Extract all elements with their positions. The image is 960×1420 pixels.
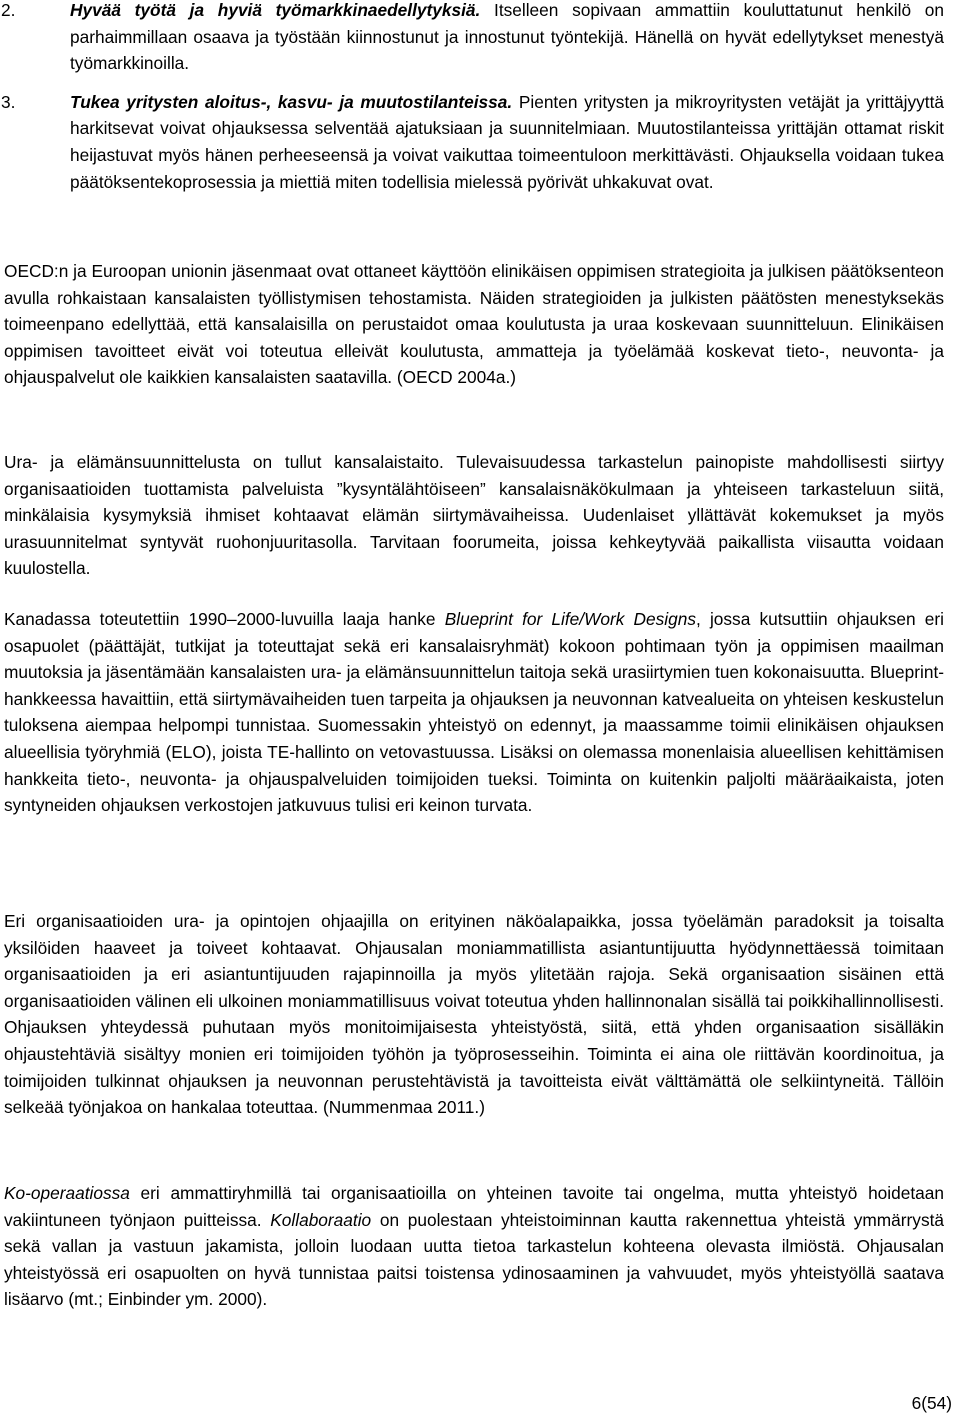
text-segment: Kanadassa toteutettiin 1990–2000-luvuilla laaja hanke xyxy=(4,609,445,629)
paragraph-cooperation xyxy=(4,1180,944,1313)
text-segment: on puolestaan yhteistoiminnan kautta rakennettua yhteistä ymmärrystä sekä vallan ja vastuun jakamista, jolloin luodaan uutta tietoa tarkastelun kohteena olevasta ilmiöstä. Ohjausalan yhteistyössä eri osapuolten on hyvä tunnistaa paitsi toistensa ydinosaaminen ja vahvuudet, myös yhteistyöllä saatava lisäarvo (mt.; Einbinder ym. 2000). xyxy=(4,1209,944,1310)
list-item-text: Itselleen sopivaan ammattiin kouluttatunut henkilö on parhaimmillaan osaava ja työstään kiinnostunut ja innostunut työntekijä. Hänellä on hyvät edellytykset menestyä työmarkkinoilla. xyxy=(70,0,944,74)
list-item-text: Pienten yritysten ja mikroyritysten vetäjät ja yrittäjyyttä harkitsevat voivat ohjauksessa selventää ajatuksiaan ja suunnitelmiaan. Muutostilanteissa yrittäjän ottamat riskit heijastuvat myös hänen perheeseensä ja voivat vaikuttaa toimeentuloon merkittävästi. Ohjauksella voidaan tukea päätöksentekoprosessia ja miettiä miten todellisia mielessä pyörivät uhkakuvat ovat. xyxy=(70,91,944,192)
paragraph-text xyxy=(4,606,944,819)
list-item xyxy=(1,0,944,77)
page-number: 6(54) xyxy=(911,1393,952,1413)
italic-term: Ko-operaatiossa xyxy=(4,1183,130,1203)
italic-term: Blueprint for Life/Work Designs xyxy=(444,609,696,629)
italic-term: Kollaboraatio xyxy=(270,1209,372,1230)
paragraph-text xyxy=(4,1180,944,1313)
list-item-heading: Tukea yritysten aloitus-, kasvu- ja muutostilanteissa. xyxy=(70,91,513,112)
numbered-list xyxy=(1,0,944,207)
text-segment: eri ammattiryhmillä tai organisaatioilla on yhteinen tavoite tai ongelma, mutta yhteistyö hoidetaan vakiintuneen työnjaon puitteissa. xyxy=(4,1183,944,1230)
paragraph-oecd xyxy=(4,258,944,391)
paragraph-counselors xyxy=(4,908,944,1121)
paragraph-text: Eri organisaatioiden ura- ja opintojen ohjaajilla on erityinen näköalapaikka, jossa työelämän paradoksit ja toisalta yksilöiden haaveet ja toiveet kohtaavat. Ohjausalan moniammatillista asiantuntijuutta hyödynnettäessä toimitaan organisaatioiden ja eri asiantuntijuuden rajapinnoilla ja myös ylitetään rajoja. Sekä organisaation sisäinen että organisaatioiden välinen eli ulkoinen moniammatillisuus voivat toteutua yhden hallinnonalan sisällä tai poikkihallinnollisesti. Ohjauksen yhteydessä puhutaan myös monitoimijaisesta yhteistyöstä, siitä, että yhden organisaation sisälläkin ohjaustehtäviä sisältyy monien eri toimijoiden työhön ja työprosesseihin. Toiminta ei aina ole riittävän koordinoitua, ja toimijoiden tulkinnat ohjauksen ja neuvonnan perustehtävistä ja tavoitteista eivät välttämättä ole selkiintyneitä. Tällöin selkeää työnjakoa on hankalaa toteuttaa. (Nummenmaa 2011.) xyxy=(4,911,944,1118)
list-item-number: 2. xyxy=(1,0,16,20)
list-item-heading: Hyvää työtä ja hyviä työmarkkinaedellytyksiä. xyxy=(70,0,481,20)
list-item-number: 3. xyxy=(1,91,16,112)
paragraph-career-planning xyxy=(4,449,944,582)
text-segment: , jossa kutsuttiin ohjauksen eri osapuolet (päättäjät, tutkijat ja toteuttajat sekä eri kansalaisryhmät) kokoon pohtimaan työn ja oppimisen maailman muutoksia ja jäsentämään kansalaisten ura- ja elämänsuunnittelun taitoja sekä urasiirtymien tuen kokonaisuutta. Blueprint-hankkeessa havaittiin, että siirtymävaiheiden tuen tarpeita ja ohjauksen ja neuvonnan katvealueita on yhteisen keskustelun tuloksena aiempaa helpompi tunnistaa. Suomessakin yhteistyö on edennyt, ja maassamme toimii elinikäisen ohjauksen alueellisia työryhmiä (ELO), joista TE-hallinto on vetovastuussa. Lisäksi on olemassa monenlaisia alueellisen kehittämisen hankkeita tieto-, neuvonta- ja ohjauspalveluiden toimijoiden tueksi. Toiminta on kuitenkin paljolti määräaikaista, joten syntyneiden ohjauksen verkostojen jatkuvuus tulisi eri keinon turvata. xyxy=(4,609,944,816)
paragraph-text: Ura- ja elämänsuunnittelusta on tullut kansalaistaito. Tulevaisuudessa tarkastelun painopiste mahdollisesti siirtyy organisaatioiden tuottamista palveluista ”kysyntälähtöiseen” kansalaisnäkökulmaan ja yhteiseen tarkasteluun siitä, minkälaisia kysymyksiä ihmiset kohtaavat elämän siirtymävaiheissa. Uudenlaiset yllättävät kokemukset ja myös urasuunnitelmat syntyvät ruohonjuuritasolla. Tarvitaan foorumeita, joissa kehkeytyvää paikallista viisautta voidaan kuulostella. xyxy=(4,452,944,579)
paragraph-text: OECD:n ja Euroopan unionin jäsenmaat ovat ottaneet käyttöön elinikäisen oppimisen strategioita ja julkisen päätöksenteon avulla rohkaistaan kansalaisten työllistymisen tehostamista. Näiden strategioiden ja julkisten päätösten menestyksekäs toimeenpano edellyttää, että kansalaisilla on perustaidot omaa koulutusta ja uraa koskevaan suunnitteluun. Elinikäisen oppimisen tavoitteet eivät voi toteutua elleivät koulutusta, ammatteja ja työelämää koskevat tieto-, neuvonta- ja ohjauspalvelut ole kaikkien kansalaisten saatavilla. (OECD 2004a.) xyxy=(4,261,944,388)
list-item xyxy=(1,89,944,195)
paragraph-canada-blueprint xyxy=(4,606,944,819)
